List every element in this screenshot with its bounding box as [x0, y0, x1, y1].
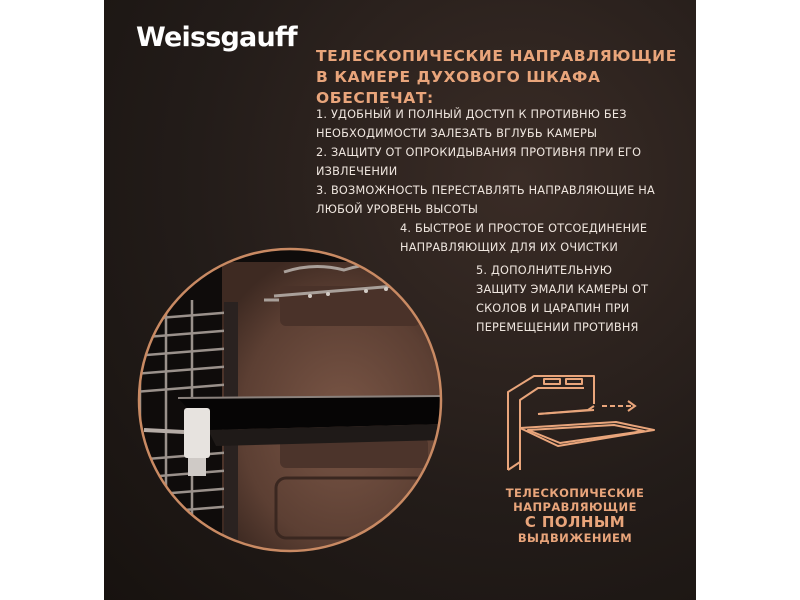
page-title: ТЕЛЕСКОПИЧЕСКИЕ НАПРАВЛЯЮЩИЕ В КАМЕРЕ ДУХОВОГО ШКАФА ОБЕСПЕЧАТ: — [316, 47, 677, 107]
benefit-item: 1. УДОБНЫЙ И ПОЛНЫЙ ДОСТУП К ПРОТИВНЮ БЕЗ НЕОБХОДИМОСТИ ЗАЛЕЗАТЬ ВГЛУБЬ КАМЕРЫ — [316, 108, 627, 140]
benefit-item: 5. ДОПОЛНИТЕЛЬНУЮ ЗАЩИТУ ЭМАЛИ КАМЕРЫ ОТ СКОЛОВ И ЦАРАПИН ПРИ ПЕРЕМЕЩЕНИИ ПРОТИВНЯ — [476, 264, 649, 334]
caption-line: ВЫДВИЖЕНИЕМ — [517, 531, 633, 545]
brand-logo: Weissgauff — [136, 22, 297, 53]
benefit-item: 4. БЫСТРОЕ И ПРОСТОЕ ОТСОЕДИНЕНИЕ НАПРАВЛЯЮЩИХ ДЛЯ ИХ ОЧИСТКИ — [400, 222, 648, 254]
arrow-right-icon — [602, 401, 635, 411]
caption-line: С ПОЛНЫМ — [524, 513, 626, 531]
feature-caption — [470, 486, 680, 545]
caption-line: ТЕЛЕСКОПИЧЕСКИЕ — [505, 486, 645, 500]
promo-panel — [104, 0, 696, 600]
benefit-item: 2. ЗАЩИТУ ОТ ОПРОКИДЫВАНИЯ ПРОТИВНЯ ПРИ ЕГО ИЗВЛЕЧЕНИИ — [316, 146, 642, 178]
caption-line: НАПРАВЛЯЮЩИЕ — [513, 500, 637, 514]
oven-tray-extension-icon — [498, 370, 668, 480]
benefit-item: 3. ВОЗМОЖНОСТЬ ПЕРЕСТАВЛЯТЬ НАПРАВЛЯЮЩИЕ НА ЛЮБОЙ УРОВЕНЬ ВЫСОТЫ — [316, 184, 655, 216]
